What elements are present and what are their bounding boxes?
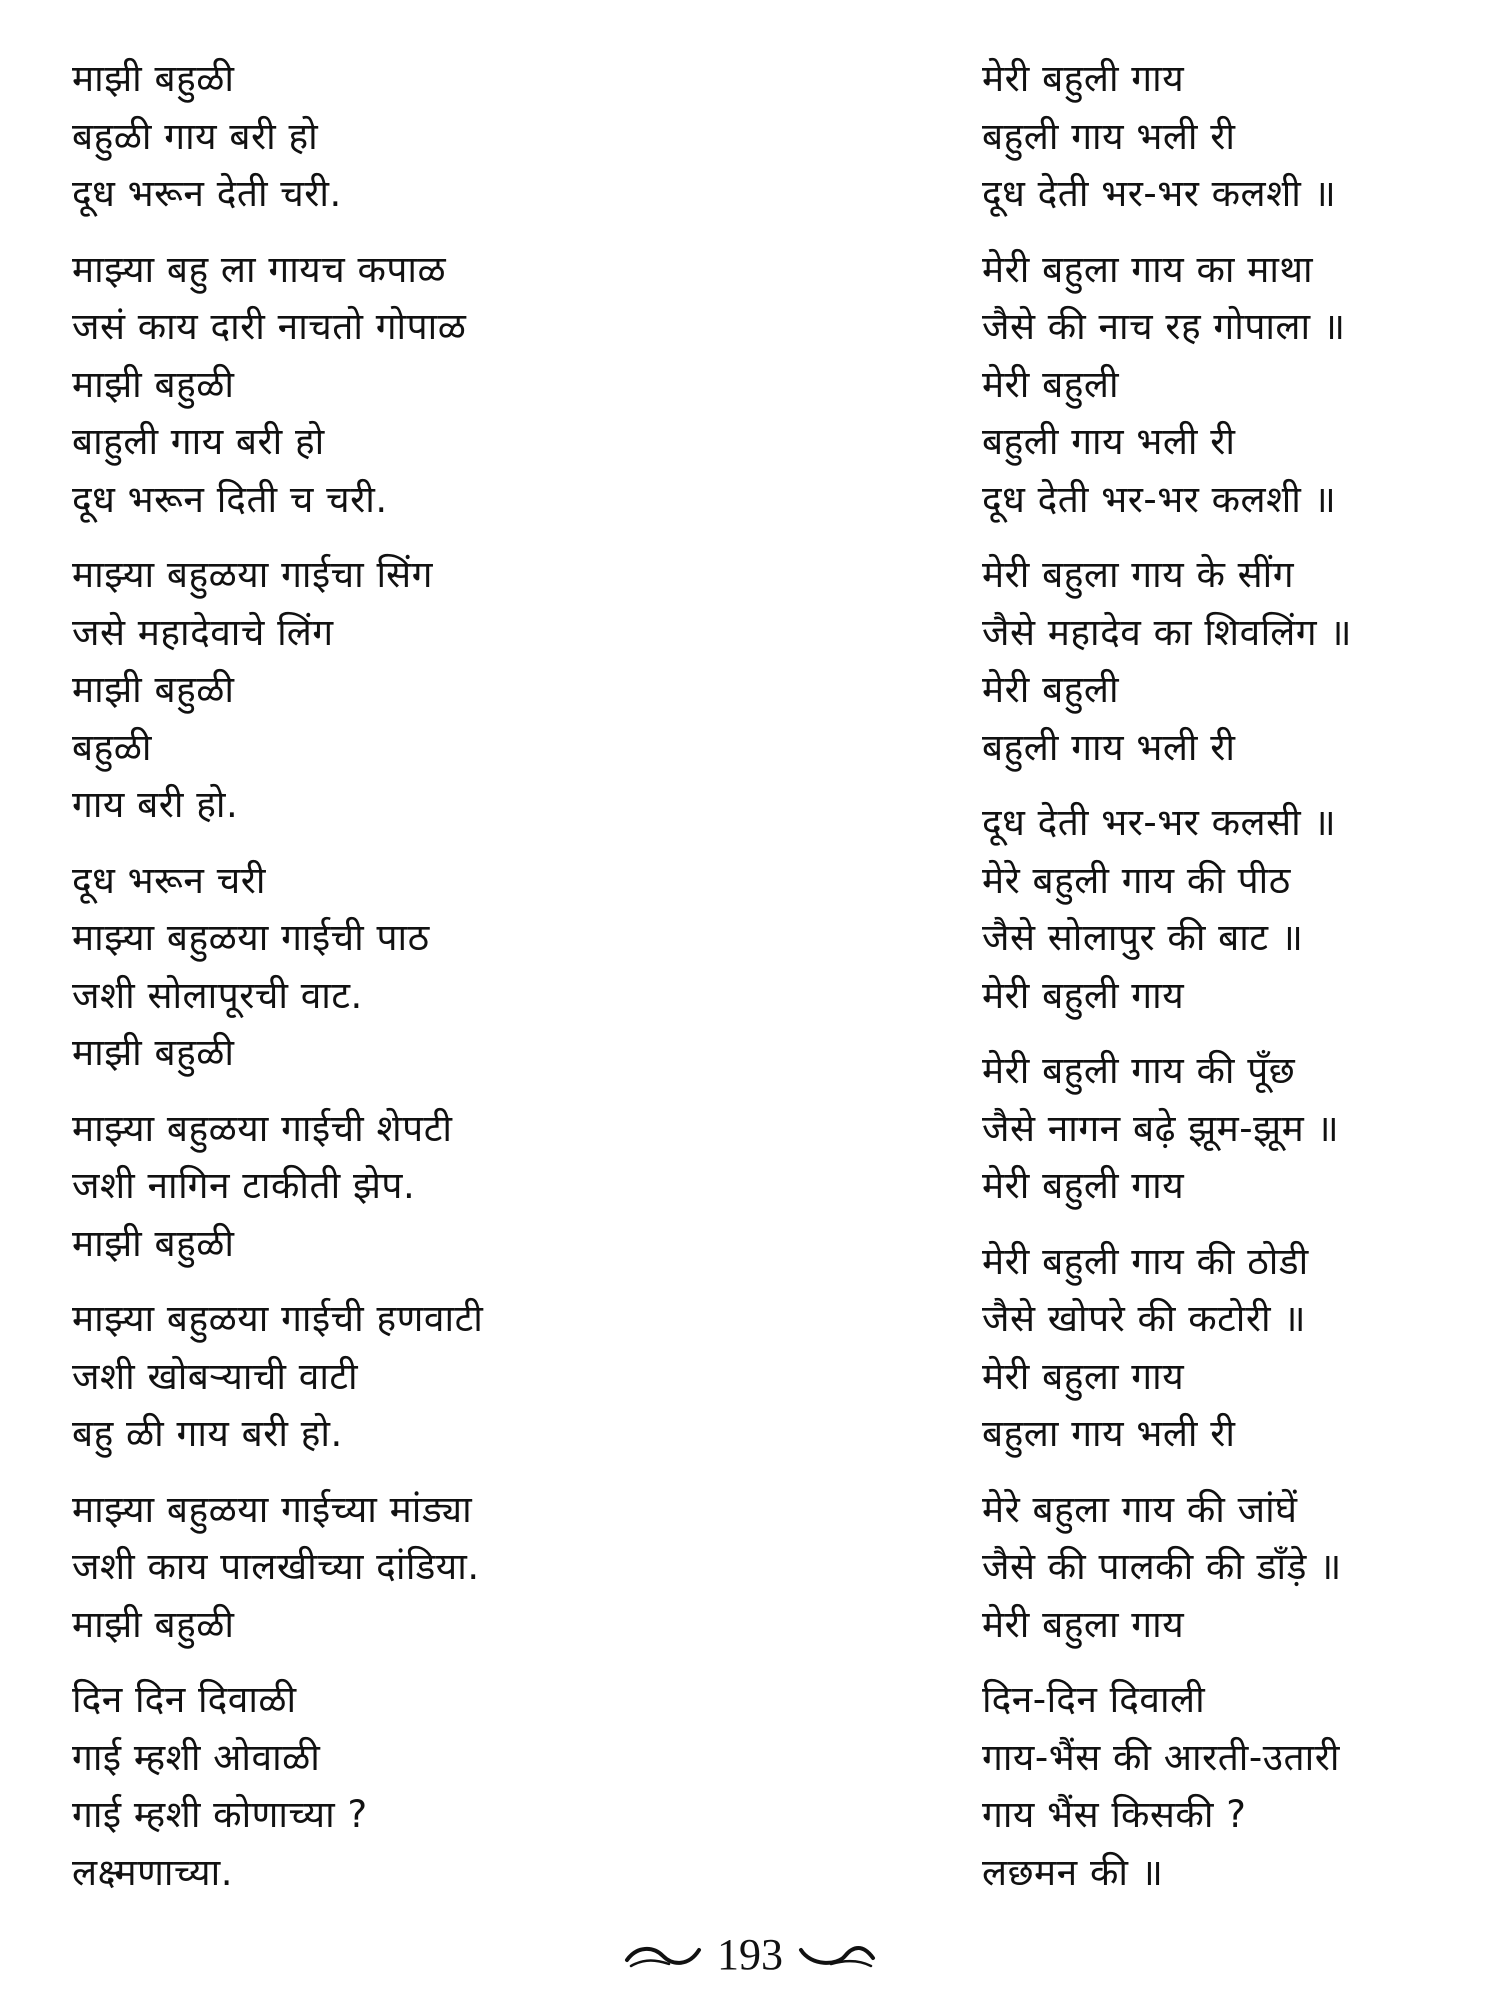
verse-line: बहुला गाय भली री <box>982 1412 1236 1455</box>
verse-line: माझी बहुळी <box>72 1221 235 1265</box>
swash-ornament-icon <box>797 1938 877 1972</box>
verse-line: लक्ष्मणाच्या. <box>72 1850 233 1894</box>
verse-line: बहुळी <box>72 725 152 769</box>
verse-line: मेरे बहुला गाय की जांघें <box>982 1487 1298 1531</box>
verse-line: माझ्या बहुळया गाईची शेपटी <box>72 1106 453 1150</box>
verse-line: जशी खोबऱ्याची वाटी <box>72 1354 359 1398</box>
verse-line: माझी बहुळी <box>72 57 235 100</box>
verse-line: जैसे नागन बढ़े झूम-झूम ॥ <box>982 1106 1340 1150</box>
verse-line: माझ्या बहुळया गाईची हणवाटी <box>72 1297 484 1340</box>
verse-line: जसे महादेवाचे लिंग <box>72 610 334 654</box>
verse-line: जैसे सोलापुर की बाट ॥ <box>982 916 1304 959</box>
verse-line: मेरी बहुला गाय <box>982 1602 1185 1646</box>
verse-line: बहु ळी गाय बरी हो. <box>72 1412 343 1455</box>
verse-line: मेरी बहुली गाय <box>982 973 1185 1017</box>
verse-line: माझ्या बहुळया गाईचा सिंग <box>72 553 433 596</box>
verse-line: मेरी बहुली गाय की पूँछ <box>982 1049 1296 1092</box>
verse-line: दूध देती भर-भर कलशी ॥ <box>982 477 1337 521</box>
verse-line: गाय बरी हो. <box>72 783 239 826</box>
hindi-column <box>982 50 1482 1901</box>
verse-line: माझी बहुळी <box>72 362 235 406</box>
verse-line: माझी बहुळी <box>72 1602 235 1646</box>
verse-line: माझी बहुळी <box>72 668 235 711</box>
verse-line: लछमन की ॥ <box>982 1850 1164 1894</box>
verse-line: जैसे खोपरे की कटोरी ॥ <box>982 1297 1307 1340</box>
verse-line: जैसे की नाच रह गोपाला ॥ <box>982 305 1346 348</box>
verse-line: गाई म्हशी ओवाळी <box>72 1735 321 1779</box>
verse-line: गाई म्हशी कोणाच्या ? <box>72 1793 368 1836</box>
verse-line: दूध भरून देती चरी. <box>72 172 342 215</box>
verse-line: मेरी बहुली गाय की ठोडी <box>982 1239 1309 1283</box>
swash-ornament-icon <box>623 1938 703 1972</box>
verse-line: गाय-भैंस की आरती-उतारी <box>982 1735 1340 1779</box>
verse-line: मेरी बहुली <box>982 362 1120 406</box>
page-number: 193 <box>717 1930 783 1979</box>
verse-line: माझ्या बहुळया गाईची पाठ <box>72 916 430 959</box>
verse-line: दूध भरून दिती च चरी. <box>72 477 388 521</box>
verse-line: दिन दिन दिवाळी <box>72 1678 297 1721</box>
verse-line: जशी नागिन टाकीती झेप. <box>72 1164 416 1207</box>
verse-line: जशी सोलापूरची वाट. <box>72 973 363 1017</box>
verse-line: बहुली गाय भली री <box>982 725 1236 769</box>
verse-line: दूध देती भर-भर कलशी ॥ <box>982 172 1337 215</box>
verse-line: गाय भैंस किसकी ? <box>982 1793 1247 1836</box>
verse-line: मेरे बहुली गाय की पीठ <box>982 858 1291 902</box>
verse-line: बाहुली गाय बरी हो <box>72 420 325 463</box>
verse-line: मेरी बहुला गाय के सींग <box>982 553 1295 596</box>
verse-line: माझी बहुळी <box>72 1031 235 1074</box>
verse-line: मेरी बहुली <box>982 668 1120 711</box>
verse-line: मेरी बहुला गाय का माथा <box>982 247 1314 291</box>
verse-line: मेरी बहुला गाय <box>982 1354 1185 1398</box>
verse-line: जशी काय पालखीच्या दांडिया. <box>72 1545 480 1588</box>
verse-line: बहुळी गाय बरी हो <box>72 114 319 158</box>
verse-line: माझ्या बहुळया गाईच्या मांड्या <box>72 1487 473 1531</box>
verse-line: दूध भरून चरी <box>72 858 266 902</box>
verse-line: बहुली गाय भली री <box>982 114 1236 158</box>
marathi-column <box>72 50 892 1901</box>
verse-line: जैसे की पालकी की डाँड़े ॥ <box>982 1545 1342 1588</box>
verse-line: जसं काय दारी नाचतो गोपाळ <box>72 305 467 348</box>
verse-line: मेरी बहुली गाय <box>982 1164 1185 1207</box>
verse-line: मेरी बहुली गाय <box>982 57 1185 100</box>
verse-line: बहुली गाय भली री <box>982 420 1236 463</box>
verse-line: माझ्या बहु ला गायच कपाळ <box>72 247 447 291</box>
verse-line: दिन-दिन दिवाली <box>982 1678 1206 1721</box>
page-footer <box>0 1925 1500 1985</box>
verse-line: जैसे महादेव का शिवलिंग ॥ <box>982 610 1353 654</box>
verse-line: दूध देती भर-भर कलसी ॥ <box>982 801 1337 844</box>
